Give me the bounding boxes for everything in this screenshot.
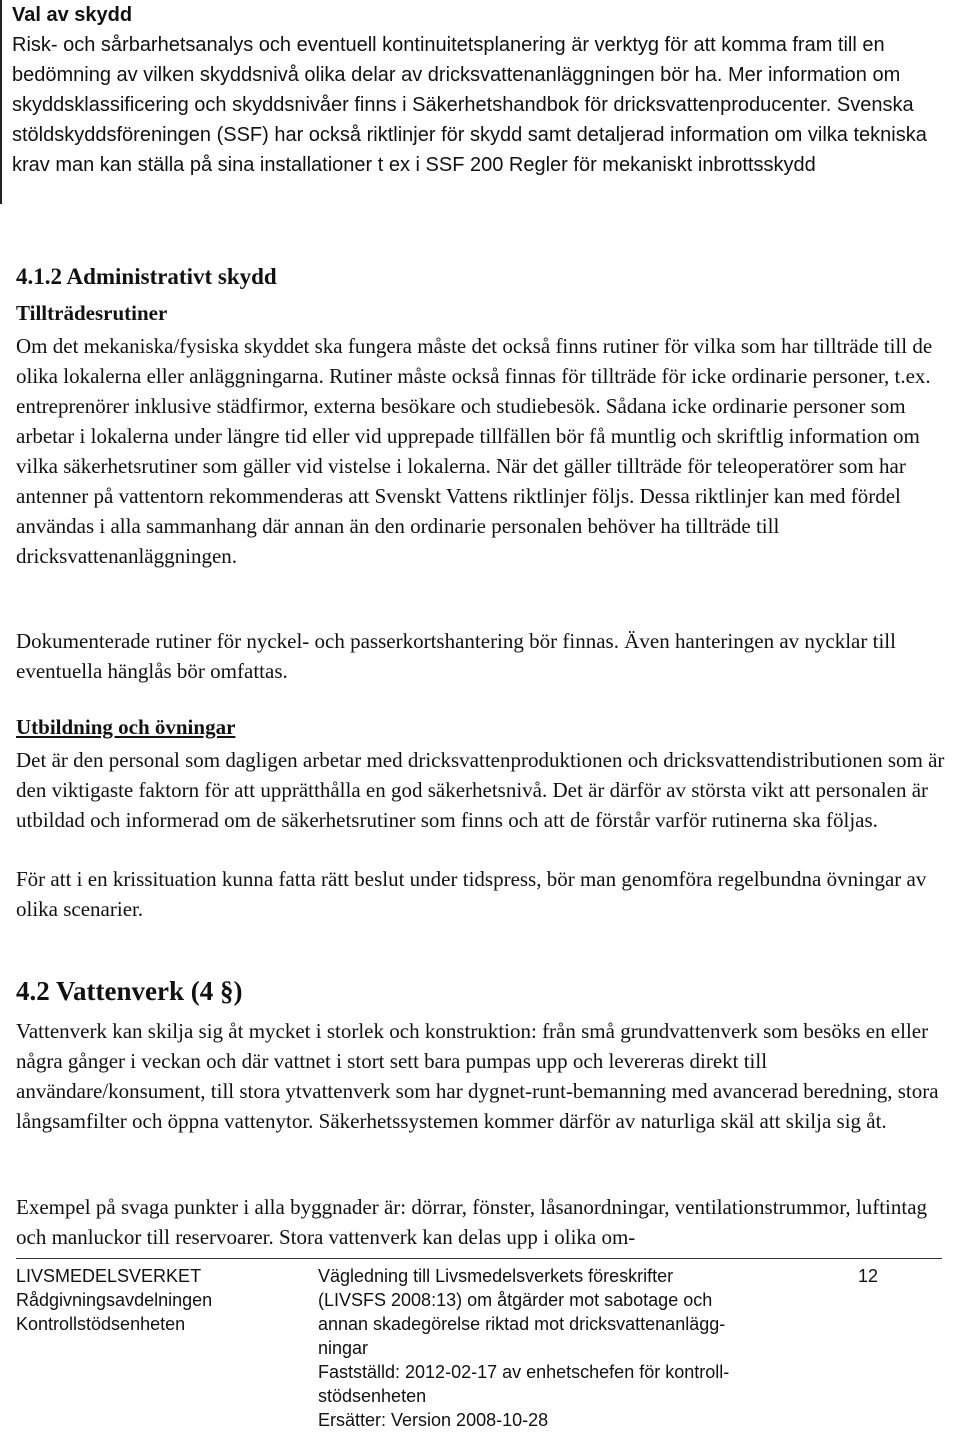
footer-established-cont: stödsenheten bbox=[318, 1386, 427, 1406]
footer-divider bbox=[16, 1258, 942, 1259]
paragraph-ovningar: För att i en krissituation kunna fatta rätt beslut under tidspress, bör man genomföra regelbundna övningar av olika scenarier. bbox=[16, 867, 927, 921]
footer-org-name: LIVSMEDELSVERKET bbox=[16, 1266, 202, 1286]
footer-org-department: Rådgivningsavdelningen bbox=[16, 1290, 213, 1310]
info-box-text: Risk- och sårbarhetsanalys och eventuell kontinuitetsplanering är verktyg för att komma fram till en bedömning av vilken skyddsnivå olika delar av dricksvattenanläggningen bör ha. Mer information om skyddsklassificering och skyddsnivåer finns i Säkerhetshandbok för dricksvattenproducenter. Svenska stöldskyddsföreningen (SSF) har också riktlinjer för skydd samt detaljerad information om vilka tekniska krav man kan ställa på sina installationer t ex i SSF 200 Regler för mekaniskt inbrottsskydd bbox=[12, 34, 927, 176]
info-box-title: Val av skydd bbox=[12, 4, 133, 26]
section-heading-4-2: 4.2 Vattenverk (4 §) bbox=[16, 976, 243, 1006]
subheading-tilltradesrutiner: Tillträdesrutiner bbox=[16, 301, 168, 325]
footer-doc-line: ningar bbox=[318, 1338, 369, 1358]
paragraph-svaga-punkter: Exempel på svaga punkter i alla byggnader är: dörrar, fönster, låsanordningar, ventilationstrummor, luftintag och manluckor till reservoarer. Stora vattenverk kan delas upp i olika om- bbox=[16, 1195, 928, 1249]
footer-established: Fastställd: 2012-02-17 av enhetschefen för kontroll- bbox=[318, 1362, 730, 1382]
section-heading-4-1-2: 4.1.2 Administrativt skydd bbox=[16, 264, 277, 289]
paragraph-vattenverk: Vattenverk kan skilja sig åt mycket i storlek och konstruktion: från små grundvattenverk som besöks en eller några gånger i veckan och där vattnet i stort sett bara pumpas upp och levereras direkt till användare/konsument, till stora ytvattenverk som har dygnet-runt-bemanning med avancerad beredning, stora långsamfilter och öppna vattenytor. Säkerhetssystemen kommer därför av naturliga skäl att skilja sig åt. bbox=[16, 1019, 939, 1133]
paragraph-tilltrade: Om det mekaniska/fysiska skyddet ska fungera måste det också finns rutiner för vilka som har tillträde till de olika lokalerna eller anläggningarna. Rutiner måste också finnas för tillträde för icke ordinarie personer, t.ex. entreprenörer inklusive städfirmor, externa besökare och studiebesök. Sådana icke ordinarie personer som arbetar i lokalerna under längre tid eller vid upprepade tillfällen bör få muntlig och skriftlig information om vilka säkerhetsrutiner som gäller vid vistelse i lokalerna. När det gäller tillträde för teleoperatörer som har antenner på vattentorn rekommenderas att Svenskt Vattens riktlinjer följs. Dessa riktlinjer kan med fördel användas i alla sammanhang där annan än den ordinarie personalen behöver ha tillträde till dricksvattenanläggningen. bbox=[16, 334, 933, 568]
footer-doc-line: Vägledning till Livsmedelsverkets föreskrifter bbox=[318, 1266, 674, 1286]
footer-org-unit: Kontrollstödsenheten bbox=[16, 1314, 186, 1334]
subheading-utbildning: Utbildning och övningar bbox=[16, 715, 236, 739]
page-number: 12 bbox=[858, 1266, 879, 1286]
paragraph-nyckelhantering: Dokumenterade rutiner för nyckel- och passerkortshantering bör finnas. Även hanteringen av nycklar till eventuella hänglås bör omfattas. bbox=[16, 629, 896, 683]
info-box bbox=[0, 0, 952, 204]
paragraph-personal: Det är den personal som dagligen arbetar med dricksvattenproduktionen och dricksvattendistributionen som är den viktigaste faktorn för att upprätthålla en god säkerhetsnivå. Det är därför av största vikt att personalen är utbildad och informerad om de säkerhetsrutiner som finns och att de förstår varför rutinerna ska följas. bbox=[16, 748, 945, 832]
footer-document-info bbox=[318, 1264, 808, 1432]
footer-organisation bbox=[16, 1264, 286, 1336]
footer-replaces: Ersätter: Version 2008-10-28 bbox=[318, 1410, 549, 1430]
footer-doc-line: (LIVSFS 2008:13) om åtgärder mot sabotage och bbox=[318, 1290, 713, 1310]
footer-doc-line: annan skadegörelse riktad mot dricksvattenanlägg- bbox=[318, 1314, 726, 1334]
